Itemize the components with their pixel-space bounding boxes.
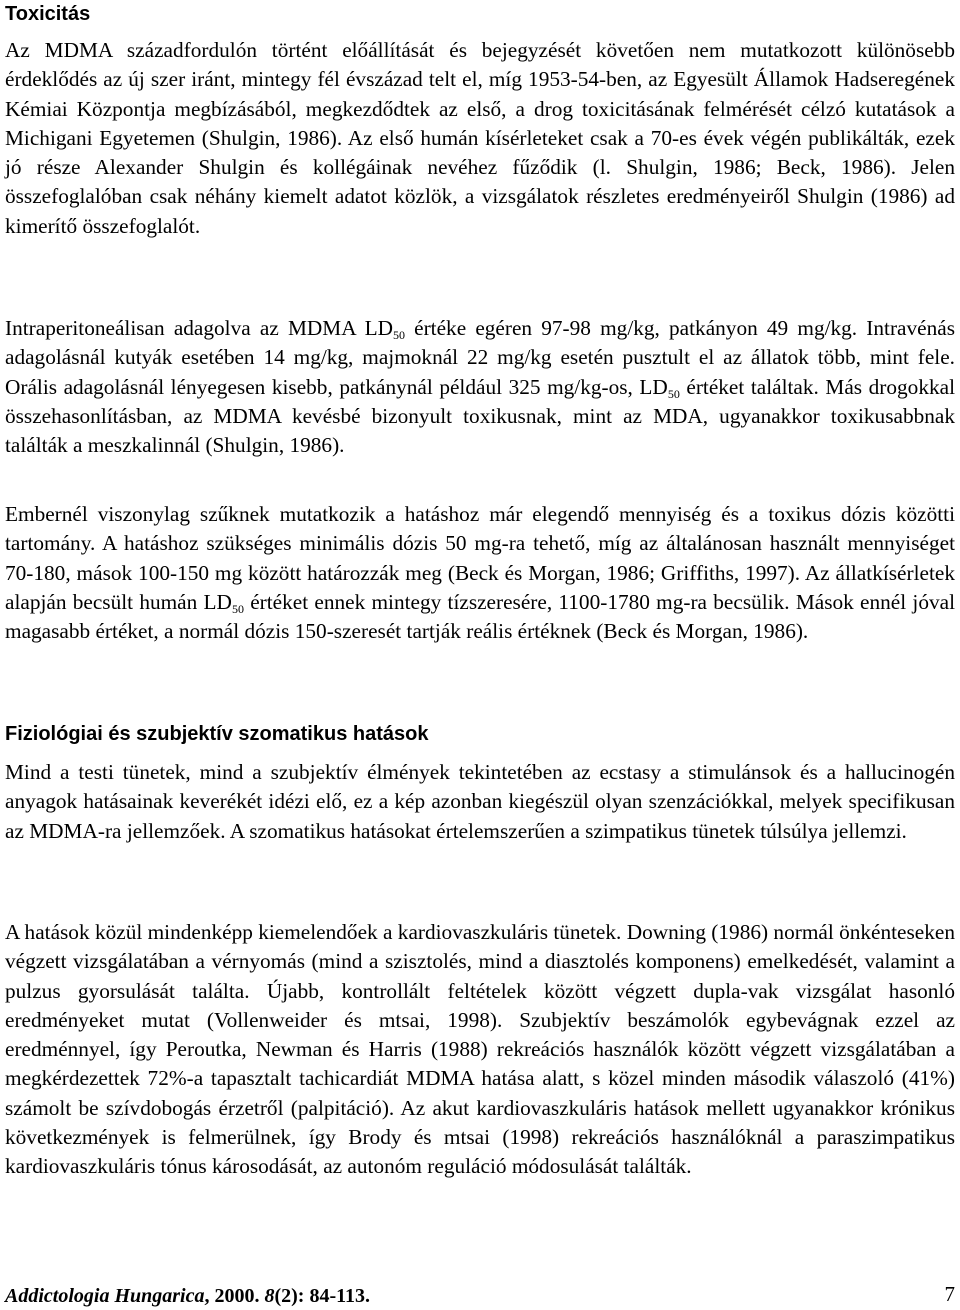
subscript: 50: [667, 386, 680, 401]
section-heading-physiological: Fiziológiai és szubjektív szomatikus hatások: [5, 723, 429, 745]
volume: 8: [264, 1285, 275, 1307]
paragraph: Az MDMA századfordulón történt előállítását és bejegyzését követően nem mutatkozott különösebb érdeklődés az új szer iránt, mintegy fél évszázad telt el, míg 1953-54-ben, az Egyesült Államok Hadseregének Kémiai Központja megbízásából, megkezdődtek az első, a drog toxicitásának felmérését célzó kutatások a Michigani Egyetemen (Shulgin, 1986). Az első humán kísérleteket csak a 70-es évek végén publikálták, ezek jó része Alexander Shulgin és kollégáinak nevéhez fűződik (l. Shulgin, 1986; Beck, 1986). Jelen összefoglalóban csak néhány kiemelt adatot közlök, a vizsgálatok részletes eredményeiről Shulgin (1986) ad kimerítő összefoglalót.: [5, 38, 955, 238]
paragraph: A hatások közül mindenképp kiemelendőek a kardiovaszkuláris tünetek. Downing (1986) normál önkénteseken végzett vizsgálatában a vérnyomás (mind a szisztolés, mind a diasztolés komponens) emelkedését, valamint a pulzus gyorsulását találta. Újabb, kontrollált feltételek között végzett dupla-vak vizsgálat hasonló eredményeket mutat (Vollenweider és mtsai, 1998). Szubjektív beszámolók egybevágnak ezzel az eredménnyel, így Peroutka, Newman és Harris (1988) rekreációs használók között végzett vizsgálatában a megkérdezettek 72%-a tapasztalt tachicardiát MDMA hatása alatt, s közel minden második válaszoló (41%) számolt be szívdobogás érzetről (palpitáció). Az akut kardiovaszkuláris hatások mellett ugyanakkor krónikus következmények is felmerülnek, így Brody és mtsai (1998) rekreációs használóknál a paraszimpatikus kardiovaszkuláris tónus károsodását, az autonóm reguláció módosulását találták.: [5, 920, 955, 1179]
paragraph: Embernél viszonylag szűknek mutatkozik a hatáshoz már elegendő mennyiség és a toxikus dózis közötti tartomány. A hatáshoz szükséges minimális dózis 50 mg-ra tehető, míg az általánosan használt mennyiséget 70-180, mások 100-150 mg között határozzák meg (Beck és Morgan, 1986; Griffiths, 1997). Az állatkísérletek alapján becsült humán $LD_{50}$ értéket ennek mintegy tízszeresére, 1100-1780 mg-ra becsülik. Mások ennél jóval magasabb értéket, a normál dózis 150-szeresét tartják reális értéknek (Beck és Morgan, 1986).: [5, 502, 955, 644]
page-number: 7: [944, 1282, 955, 1306]
journal-name: Addictologia Hungarica: [5, 1285, 205, 1307]
paragraph: Intraperitoneálisan adagolva az MDMA $LD_{50}$ értéke egéren 97-98 mg/kg, patkányon 49 mg/kg. Intravénás adagolásnál kutyák esetében 14 mg/kg, majmoknál 22 mg/kg esetén pusztult el az állatok több, mint fele. Orális adagolásnál lényegesen kisebb, patkánynál például 325 mg/kg-os, $LD_{50}$ értéket találtak. Más drogokkal összehasonlításban, az MDMA kevésbé bizonyult toxikusnak, mint az MDA, ugyanakkor toxikusabbnak találták a meszkalinnál (Shulgin, 1986).: [5, 316, 956, 458]
footer-citation: Addictologia Hungarica, 2000. 8(2): 84-113.: [5, 1285, 371, 1307]
subscript: 50: [231, 601, 244, 616]
subscript: 50: [392, 328, 405, 342]
section-heading-toxicity: Toxicitás: [5, 3, 91, 25]
paragraph: Mind a testi tünetek, mind a szubjektív élmények tekintetében az ecstasy a stimulánsok és a hallucinogén anyagok hatásainak keverékét idézi elő, ez a kép azonban kiegészül olyan szenzációkkal, melyek specifikusan az MDMA-ra jellemzőek. A szomatikus hatásokat értelemszerűen a szimpatikus tünetek túlsúlya jellemzi.: [5, 760, 955, 843]
